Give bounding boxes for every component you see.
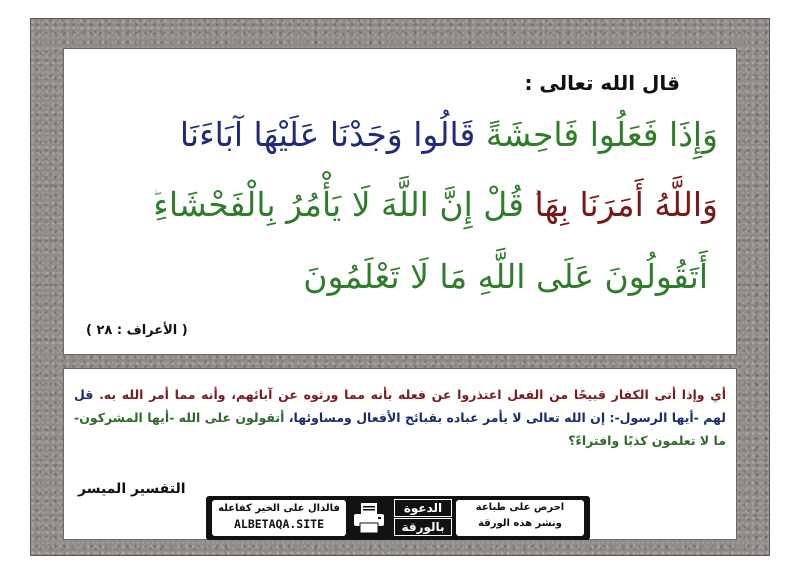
verse-reference: ( الأعراف : ٢٨ ) bbox=[86, 323, 188, 338]
footer-print-text: احرص على طباعة bbox=[475, 502, 565, 513]
dawa-logo bbox=[392, 498, 454, 538]
footer-saying: فالدال على الخير كفاعله bbox=[218, 503, 340, 514]
verse-text: وَاللَّهُ أَمَرَنَا بِهَا bbox=[534, 185, 718, 224]
tafsir-source: التفسير الميسر bbox=[78, 481, 186, 497]
footer-site: ALBETAQA.SITE bbox=[233, 517, 324, 531]
footer-print-box bbox=[456, 500, 584, 536]
verse-panel bbox=[63, 48, 737, 355]
tafsir-text bbox=[74, 383, 726, 452]
footer-bar bbox=[206, 496, 590, 540]
verse-text: أَتَقُولُونَ عَلَى اللَّهِ مَا لَا تَعْلَمُونَ bbox=[303, 257, 708, 296]
tafsir-part: قل لهم -أيها الرسول-: إن الله تعالى لا يأمر عباده بقبائح الأفعال ومساوئها، bbox=[74, 387, 726, 425]
verse-heading: قال الله تعالى : bbox=[524, 71, 680, 95]
footer-print-text: ونشر هذه الورقة bbox=[478, 518, 562, 529]
verse-line-3 bbox=[82, 257, 708, 296]
verse-text: قُلْ إِنَّ اللَّهَ لَا يَأْمُرُ بِالْفَحْشَاءِ bbox=[153, 185, 524, 224]
tafsir-part: أي وإذا أتى الكفار قبيحًا من الفعل اعتذروا عن فعله بأنه مما ورثوه عن آبائهم، وأنه مما أمر الله به. bbox=[99, 387, 727, 402]
verse-line-1 bbox=[82, 115, 718, 154]
tafsir-part: أتقولون على الله -أيها المشركون- ما لا تعلمون كذبًا وافتراءً؟ bbox=[74, 410, 726, 448]
verse-text: وَإِذَا فَعَلُوا فَاحِشَةً bbox=[485, 115, 718, 154]
logo-line: الدعوة bbox=[394, 499, 452, 517]
footer-site-box bbox=[212, 500, 346, 536]
printer-icon bbox=[352, 502, 386, 534]
logo-line: بالورقة bbox=[394, 518, 452, 536]
verse-line-2 bbox=[82, 185, 718, 224]
verse-text: قَالُوا وَجَدْنَا عَلَيْهَا آبَاءَنَا bbox=[179, 115, 476, 154]
